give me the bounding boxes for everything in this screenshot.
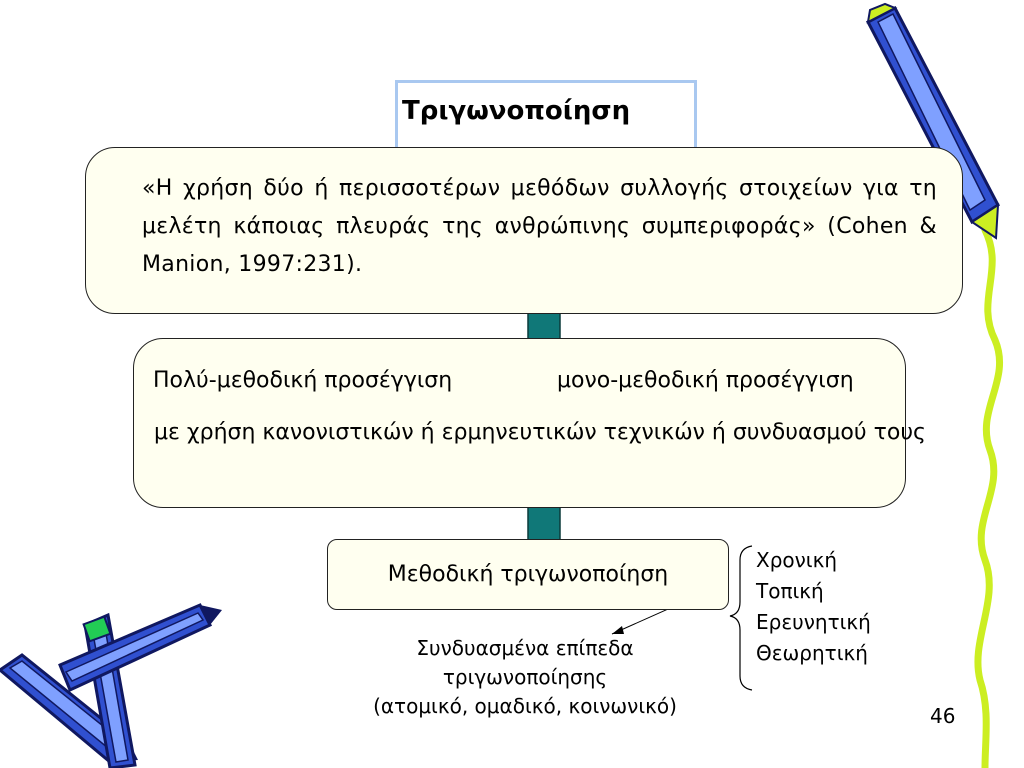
pencil-icon [60, 605, 222, 690]
type-investigator: Ερευνητική [756, 610, 871, 634]
combined-line-3: (ατομικό, ομαδικό, κοινωνικό) [373, 694, 677, 718]
page-title: Τριγωνοποίηση [402, 96, 631, 126]
page-number: 46 [930, 704, 956, 728]
connector-arrowhead [612, 626, 624, 634]
definition-quote: «Η χρήση δύο ή περισσοτέρων μεθόδων συλλογής στοιχείων για τη μελέτη κάποιας πλευράς της ανθρώπινης συμπεριφοράς» (Cohen & Manion, 1997:231). [142, 176, 937, 277]
type-theoretical: Θεωρητική [756, 641, 868, 665]
combined-levels [330, 634, 720, 721]
squiggle-decoration [978, 230, 1000, 768]
techniques-text: με χρήση κανονιστικών ή ερμηνευτικών τεχνικών ή συνδυασμού τους [154, 420, 926, 445]
multi-method-label: Πολύ-μεθοδική προσέγγιση [153, 368, 453, 393]
methodical-label: Μεθοδική τριγωνοποίηση [387, 562, 669, 587]
types-bracket [730, 546, 752, 690]
type-temporal: Χρονική [756, 548, 838, 572]
type-spatial: Τοπική [756, 579, 824, 603]
mono-method-label: μονο-μεθοδική προσέγγιση [557, 368, 854, 393]
triangulation-types [756, 545, 871, 669]
combined-line-1: Συνδυασμένα επίπεδα [416, 636, 634, 660]
combined-line-2: τριγωνοποίησης [442, 665, 608, 689]
